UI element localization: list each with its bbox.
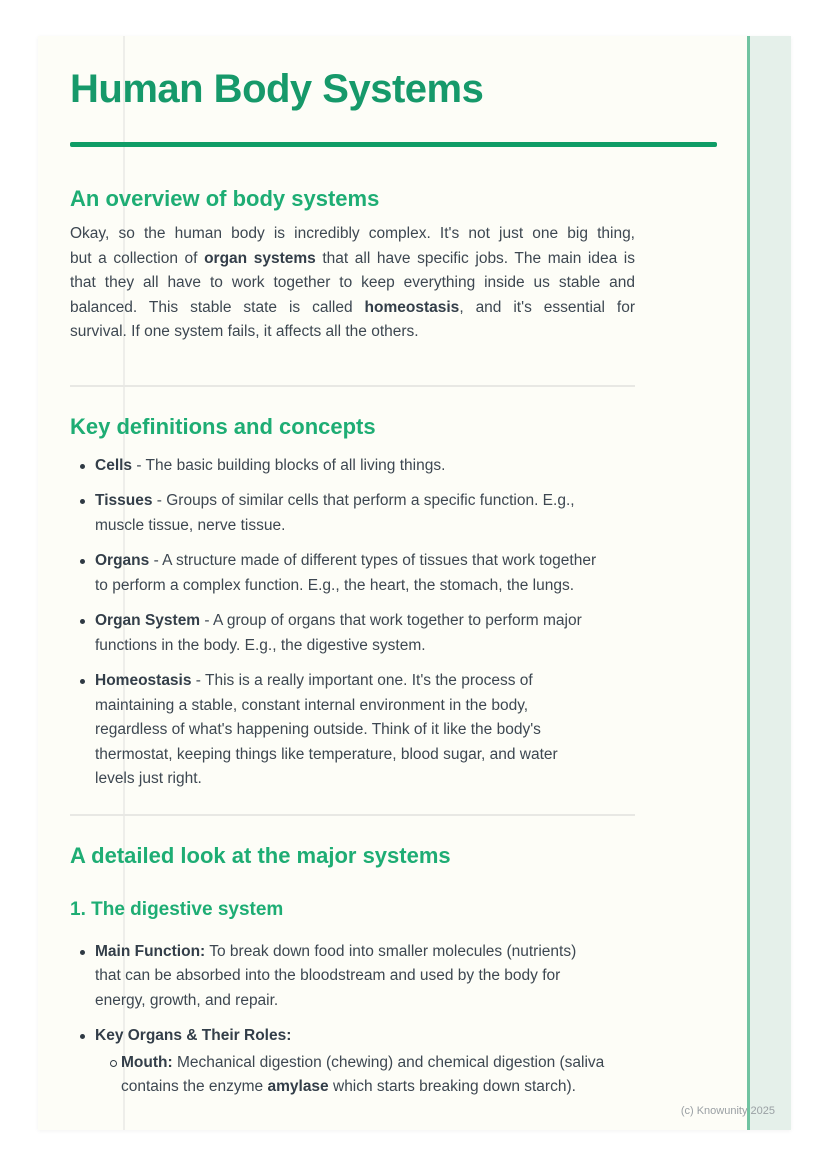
bullet-dot-icon xyxy=(80,950,85,955)
list-item-text: Tissues - Groups of similar cells that perform a specific function. E.g., muscle tissue, nerve tissue. xyxy=(95,492,575,534)
sublist-item-text: Mouth: Mechanical digestion (chewing) and chemical digestion (saliva contains the enzyme amylase which starts breaking down starch). xyxy=(121,1053,605,1095)
list-item-cells xyxy=(70,454,635,479)
list-item-organ-system xyxy=(70,609,635,658)
list-item-main-function xyxy=(70,940,635,1014)
list-item-text: Organs - A structure made of different types of tissues that work together to perform a complex function. E.g., the heart, the stomach, the lungs. xyxy=(95,552,597,594)
list-item-text: Cells - The basic building blocks of all living things. xyxy=(95,456,446,474)
subsection-heading-digestive: 1. The digestive system xyxy=(70,898,284,920)
binding-stripe-band xyxy=(750,36,791,1130)
bullet-dot-icon xyxy=(80,1034,85,1039)
key-organs-sublist xyxy=(95,1051,635,1100)
section-divider xyxy=(70,814,635,816)
page-title: Human Body Systems xyxy=(70,67,484,111)
bullet-dot-icon xyxy=(80,559,85,564)
digestive-list xyxy=(70,940,635,1100)
list-item-organs xyxy=(70,549,635,598)
list-item-homeostasis xyxy=(70,669,635,792)
bullet-dot-icon xyxy=(80,679,85,684)
title-underline-rule xyxy=(70,142,717,147)
list-item-key-organs xyxy=(70,1024,635,1100)
list-item-tissues xyxy=(70,489,635,538)
section-heading-systems: A detailed look at the major systems xyxy=(70,842,451,868)
copyright-footer: (c) Knowunity 2025 xyxy=(680,1105,775,1117)
overview-paragraph: Okay, so the human body is incredibly complex. It's not just one big thing, but a collection of organ systems that all have specific jobs. The main idea is that they all have to work together to keep everything inside us stable and balanced. This stable state is called homeostasis, and it's essential for survival. If one system fails, it affects all the others. xyxy=(70,225,635,340)
sublist-item-mouth xyxy=(95,1051,635,1100)
list-item-text: Main Function: To break down food into smaller molecules (nutrients) that can be absorbed into the bloodstream and used by the body for energy, growth, and repair. xyxy=(95,942,577,1009)
section-heading-definitions: Key definitions and concepts xyxy=(70,413,376,439)
list-item-text: Organ System - A group of organs that work together to perform major functions in the body. E.g., the digestive system. xyxy=(95,612,582,654)
bullet-dot-icon xyxy=(80,619,85,624)
list-item-text: Homeostasis - This is a really important one. It's the process of maintaining a stable, constant internal environment in the body, regardless of what's happening outside. Think of it like the body's thermostat, keeping things like temperature, blood sugar, and water levels just right. xyxy=(95,672,558,787)
list-item-text: Key Organs & Their Roles: xyxy=(95,1027,292,1044)
definitions-list xyxy=(70,454,635,792)
bullet-dot-icon xyxy=(80,464,85,469)
bullet-circle-icon xyxy=(110,1060,117,1067)
document-content xyxy=(70,36,635,1111)
section-heading-overview: An overview of body systems xyxy=(70,186,380,211)
document-page xyxy=(38,36,791,1130)
section-divider xyxy=(70,385,635,387)
bullet-dot-icon xyxy=(80,499,85,504)
